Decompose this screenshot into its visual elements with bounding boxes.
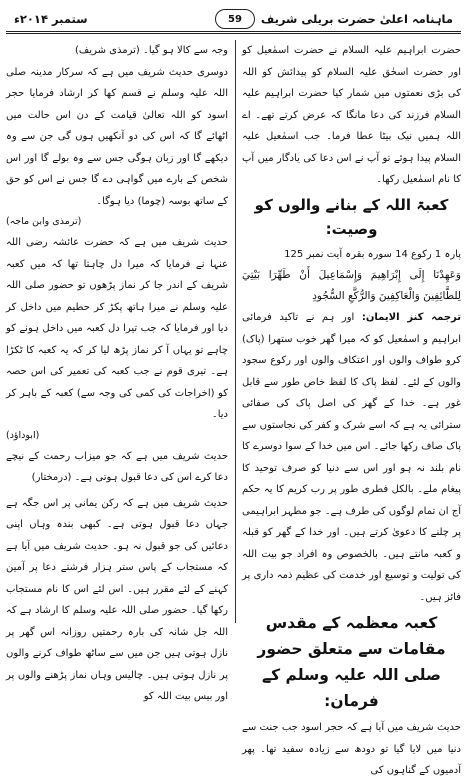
- page-number: 59: [215, 9, 255, 29]
- source-citation-1: (ترمذی وابن ماجہ): [6, 216, 82, 227]
- sacred-places-heading: کعبہ معظمہ کے مقدس مقامات سے متعلق حضور صلی اللہ علیہ وسلم کے فرمان:: [257, 614, 446, 710]
- intro-paragraph: حضرت ابراہیم علیہ السلام نے حضرت اسمٰعیل کو اور حضرت اسحٰق علیہ السلام کو پیدائش کو اللہ کی بڑی نعمتوں میں شمار کیا حضرت ابراہیم علیہ السلام فرزند کی دعا مانگا کہ عرض کرتے تھے۔ اے اللہ ہمیں نیک بیٹا عطا فرما۔ جب اسمٰعیل علیہ السلام پیدا ہوئے تو آپ نے اس دعا کی یادگار میں آپ کا نام اسمٰعیل رکھا۔: [242, 45, 461, 185]
- column-divider: [235, 40, 236, 623]
- paragraph-3: حدیث شریف میں ہے کہ حضرت عائشہ رضی اللہ عنہا نے فرمایا کہ میرا دل چاہتا تھا کہ میں کعبہ شریف کے اندر جا کر نماز پڑھوں تو حضور صلی اللہ علیہ وسلم نے میرا ہاتھ پکڑ کر حطیم میں داخل کر دیا اور فرمایا کہ جب تیرا دل کعبہ میں داخل ہونے کو چاہے تو یہاں آ کر نماز پڑھ لیا کر کہ یہ کعبہ کا ٹکڑا ہے۔ تیری قوم نے جب کعبہ کی تعمیر کی اس حصہ کو (اخراجات کی کمی کی وجہ سے) کعبہ کے باہر کر دیا۔: [6, 237, 228, 420]
- paragraph-2: دوسری حدیث شریف میں ہے کہ سرکار مدینہ صلی اللہ علیہ وسلم نے قسم کھا کر ارشاد فرمایا حجر اسود کو اللہ تعالیٰ قیامت کے دن اس حالت میں اٹھائے گا کہ اس کی دو آنکھیں ہوں گی جن سے وہ دیکھے گا اور زبان ہوگی جس سے وہ بولے گا اور اس شخص کے بارے میں گواہی دے گا جس نے اس کو حق کے ساتھ بوسہ (چوما) دیا ہوگا۔: [6, 66, 228, 207]
- left-column: [6, 40, 228, 702]
- source-citation-2: (ابوداؤد): [6, 429, 40, 441]
- right-column: [242, 40, 461, 776]
- verse-reference: پارہ 1 رکوع 14 سورہ بقرہ آیت نمبر 125: [284, 248, 461, 260]
- verse-arabic: وَعَهِدْنَا إِلَى إِبْرَاهِيمَ وَإِسْمَاعِيلَ أَنْ طَهِّرَا بَيْتِيَ لِلطَّائِفِينَ وَالْعَاكِفِينَ وَالرُّكَّعِ السُّجُودِ: [242, 269, 461, 302]
- magazine-title: ماہنامہ اعلیٰ حضرت بریلی شریف: [260, 11, 453, 26]
- paragraph-5: حدیث شریف میں ہے کہ رکن یمانی پر اس جگہ ہے جہاں دعا قبول ہوتی ہے۔ کبھی بندہ وہاں اپنی دعائیں کی جو قبول نہ ہو۔ حدیث شریف میں آیا ہے کہ مستجاب کے پاس ستر ہزار فرشتے دعا پر آمین کہنے کے لئے مقرر ہیں۔ اس لئے اس کا نام مستجاب رکھا گیا۔ حضور صلی اللہ علیہ وسلم کا ارشاد ہے کہ اللہ جل شانہ کی بارہ رحمتیں روزانہ اس گھر پر نازل ہوتی ہیں جن میں سے ساٹھ طواف کرنے والوں پر نازل ہوتی ہیں۔ چالیس وہاں نماز پڑھنے والوں پر اور بیس بیت اللہ کو: [6, 497, 228, 702]
- magazine-page: [6, 6, 461, 776]
- paragraph-1: وجہ سے کالا ہو گیا۔ (ترمذی شریف): [75, 45, 228, 56]
- kaaba-builders-heading: کعبۃ اللہ کے بنانے والوں کو وصیت:: [254, 195, 449, 238]
- paragraph-4: حدیث شریف میں ہے کہ جو میزاب رحمت کے نیچے دعا کرے اس کی دعا قبول ہوتی ہے۔ (درمختار): [6, 450, 228, 483]
- issue-date: ستمبر ۲۰۱۴ء: [14, 11, 88, 26]
- hadith-paragraph: حدیث شریف میں آیا ہے کہ حجر اسود جب جنت سے دنیا میں لایا گیا تو دودھ سے زیادہ سفید تھا۔ پھر آدمیوں کے گناہوں کی: [242, 722, 461, 776]
- translation-text: اور ہم نے تاکید فرمائی ابراہیم و اسمٰعیل کو کہ میرا گھر خوب ستھرا (پاک) کرو طواف والوں اور اعتکاف والوں اور رکوع سجود والوں کے لئے۔ لفظ پاک کا لفظ خاص طور سے قابل غور ہے۔ خدا کے گھر کی اصل پاک کی صفائی سترائی یہ ہے کہ اسے شرک و کفر کی نجاستوں سے پاک صاف رکھا جائے۔ اس میں خدا کے سوا دوسرے کا نام بلند نہ ہو اور اس سے دنیا کو صرف توحید کا پیغام ملے۔ بالکل فطری طور پر رب کریم کا یہ حکم آج ان تمام لوگوں کی طرف ہے۔ جو مطہر ابراہیمی پر چلنے کا دعویٰ کرتے ہیں۔ اور خدا کے گھر کو قبلہ و کعبہ مانتے ہیں۔ بالخصوص وہ افراد جو بیت اللہ کی تولیت و توسیع اور خدمت کی عظیم ذمہ داری پر فائز ہیں۔: [242, 312, 461, 603]
- translation-label: ترجمہ کنز الایمان:: [361, 312, 461, 323]
- translation-block: [242, 307, 461, 608]
